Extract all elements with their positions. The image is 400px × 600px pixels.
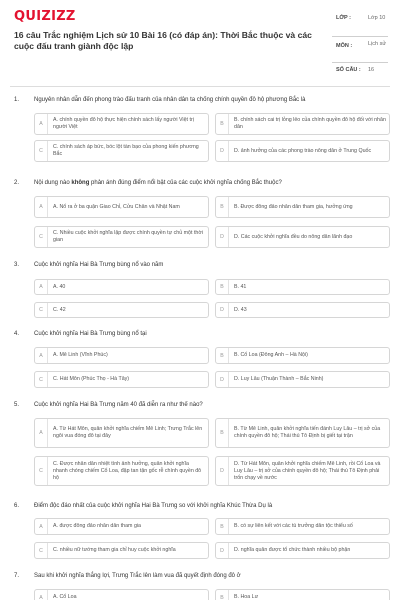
option-letter: A xyxy=(35,519,48,534)
option-letter: C xyxy=(35,141,48,161)
option-letter: B xyxy=(216,114,229,134)
answer-option-b[interactable] xyxy=(215,518,390,535)
option-text: C. Nhiều cuộc khởi nghĩa lập được chính quyền tự chủ một thời gian xyxy=(53,230,204,243)
option-text: C. nhiều nữ tướng tham gia chỉ huy cuộc khởi nghĩa xyxy=(53,547,176,553)
option-letter: A xyxy=(35,590,48,600)
option-text: B. 41 xyxy=(234,283,247,290)
answer-option-a[interactable] xyxy=(34,347,209,364)
answer-option-b[interactable] xyxy=(215,279,390,295)
meta-subject-label: MÔN : xyxy=(336,43,353,49)
answer-option-c[interactable] xyxy=(34,302,209,318)
answer-option-d[interactable] xyxy=(215,542,390,559)
worksheet-title: 16 câu Trắc nghiệm Lịch sử 10 Bài 16 (có đáp án): Thời Bắc thuộc và các cuộc đấu tranh giành độc lập xyxy=(14,30,312,51)
question-text: Cuộc khởi nghĩa Hai Bà Trưng bùng nổ tại xyxy=(34,331,147,337)
answer-option-a[interactable] xyxy=(34,279,209,295)
answer-option-a[interactable] xyxy=(34,113,209,135)
option-letter: B xyxy=(216,197,229,217)
option-letter: A xyxy=(35,114,48,134)
option-letter: A xyxy=(35,348,48,363)
option-text: B. chính sách cai trị lỏng lẻo của chính quyền đô hộ đối với nhân dân xyxy=(234,117,386,130)
option-text: B. Cổ Loa (Đông Anh – Hà Nội) xyxy=(234,352,308,358)
question-text-start: Nội dung nào xyxy=(34,180,72,186)
answer-option-a[interactable] xyxy=(34,418,209,448)
option-letter: C xyxy=(35,227,48,247)
option-text: A. Nổ ra ở ba quận Giao Chỉ, Cửu Chân và Nhật Nam xyxy=(53,203,180,210)
option-text: C. chính sách áp bức, bóc lột tàn bạo của phong kiến phương Bắc xyxy=(53,144,199,157)
option-text: B. Từ Mê Linh, quân khởi nghĩa tiến đánh Luy Lâu – trị sở của chính quyền đô hộ; Thái thú Tô Định bị giết tại trận xyxy=(234,426,381,439)
option-text: B. có sự liên kết với các tù trưởng dân tộc thiểu số xyxy=(234,523,353,529)
answer-option-a[interactable] xyxy=(34,589,209,600)
question-number: 6. xyxy=(14,503,20,509)
question-number: 7. xyxy=(14,573,20,579)
option-text: D. ảnh hưởng của các phong trào nông dân ở Trung Quốc xyxy=(234,147,372,154)
answer-option-d[interactable] xyxy=(215,302,390,318)
answer-option-d[interactable] xyxy=(215,226,390,248)
option-text: C. Được nhân dân nhiệt tình ảnh hưởng, quân khởi nghĩa nhanh chóng chiếm Cổ Loa, đập tan tận gốc rễ chính quyền đô hộ xyxy=(53,460,202,481)
option-text: A. được đông đảo nhân dân tham gia xyxy=(53,523,142,529)
option-letter: D xyxy=(216,372,229,387)
option-letter: D xyxy=(216,457,229,485)
answer-option-c[interactable] xyxy=(34,140,209,162)
question-text: Sau khi khởi nghĩa thắng lợi, Trưng Trắc lên làm vua đã quyết định đóng đô ở xyxy=(34,573,241,579)
option-text: D. 43 xyxy=(234,306,247,313)
question-number: 2. xyxy=(14,180,20,186)
question-number: 3. xyxy=(14,262,20,268)
option-text: A. Từ Hát Môn, quân khởi nghĩa chiếm Mê Linh; Trưng Trắc lên ngôi vua đóng đô tại đây xyxy=(53,426,203,439)
answer-option-b[interactable] xyxy=(215,196,390,218)
answer-option-d[interactable] xyxy=(215,456,390,486)
option-letter: B xyxy=(216,519,229,534)
option-text: B. Được đông đảo nhân dân tham gia, hưởng ứng xyxy=(234,203,353,210)
option-letter: C xyxy=(35,372,48,387)
answer-option-b[interactable] xyxy=(215,113,390,135)
option-letter: D xyxy=(216,141,229,161)
answer-option-b[interactable] xyxy=(215,589,390,600)
answer-option-b[interactable] xyxy=(215,347,390,364)
answer-option-b[interactable] xyxy=(215,418,390,448)
question-text xyxy=(34,180,384,186)
option-text: D. Các cuộc khởi nghĩa đều do nông dân lãnh đạo xyxy=(234,233,353,240)
option-text: A. Mê Linh (Vĩnh Phúc) xyxy=(53,352,108,358)
option-letter: D xyxy=(216,543,229,558)
option-text: B. Hoa Lư xyxy=(234,594,259,600)
answer-option-d[interactable] xyxy=(215,371,390,388)
option-letter: A xyxy=(35,280,48,294)
option-text: C. 42 xyxy=(53,306,66,313)
question-text-end: phản ánh đúng điểm nổi bật của các cuộc khởi nghĩa chống Bắc thuộc? xyxy=(89,180,282,186)
question-text: Nguyên nhân dẫn đến phong trào đấu tranh của nhân dân ta chống chính quyền đô hộ phương Bắc là xyxy=(34,97,306,103)
option-text: D. Từ Hát Môn, quân khởi nghĩa chiếm Mê Linh, rồi Cổ Loa và Luy Lâu – trị sở của chính quyền đô hộ; Thái thú Tô Định phải trốn chạy về nước xyxy=(234,460,381,481)
answer-option-d[interactable] xyxy=(215,140,390,162)
answer-option-a[interactable] xyxy=(34,196,209,218)
meta-subject-value: Lịch sử xyxy=(368,41,387,47)
meta-divider xyxy=(332,36,388,37)
option-text: C. Hát Môn (Phúc Thọ - Hà Tây) xyxy=(53,376,130,382)
option-letter: B xyxy=(216,348,229,363)
answer-option-c[interactable] xyxy=(34,456,209,486)
question-text: Cuộc khởi nghĩa Hai Bà Trưng năm 40 đã diễn ra như thế nào? xyxy=(34,402,203,408)
option-text: A. Cổ Loa xyxy=(53,594,77,600)
option-letter: B xyxy=(216,419,229,447)
option-letter: D xyxy=(216,303,229,317)
option-text: A. 40 xyxy=(53,283,66,290)
answer-option-c[interactable] xyxy=(34,542,209,559)
option-letter: C xyxy=(35,457,48,485)
option-text: A. chính quyền đô hộ thực hiện chính sách lấy người Việt trị người Việt xyxy=(53,117,194,130)
answer-option-a[interactable] xyxy=(34,518,209,535)
worksheet-header xyxy=(0,0,400,82)
option-text: D. nghĩa quân được tổ chức thành nhiều bộ phận xyxy=(234,547,351,553)
question-text: Điểm độc đáo nhất của cuộc khởi nghĩa Hai Bà Trưng so với khởi nghĩa Khúc Thừa Dụ là xyxy=(34,503,273,509)
option-letter: B xyxy=(216,280,229,294)
option-letter: A xyxy=(35,419,48,447)
answer-option-c[interactable] xyxy=(34,226,209,248)
option-letter: A xyxy=(35,197,48,217)
question-number: 4. xyxy=(14,331,20,337)
meta-divider xyxy=(332,62,388,63)
question-emphasis: không xyxy=(71,180,90,186)
question-number: 1. xyxy=(14,97,20,103)
meta-count-value: 16 xyxy=(368,67,375,73)
question-text: Cuộc khởi nghĩa Hai Bà Trưng bùng nổ vào năm xyxy=(34,262,164,268)
meta-count-label: SỐ CÂU : xyxy=(336,67,361,73)
option-letter: C xyxy=(35,303,48,317)
meta-grade-label: LỚP : xyxy=(336,15,351,21)
question-number: 5. xyxy=(14,402,20,408)
meta-grade-value: Lớp 10 xyxy=(368,15,386,21)
header-divider xyxy=(10,86,390,87)
option-letter: C xyxy=(35,543,48,558)
option-letter: D xyxy=(216,227,229,247)
answer-option-c[interactable] xyxy=(34,371,209,388)
quizizz-logo[interactable]: QUIZIZZ xyxy=(14,9,76,24)
option-letter: B xyxy=(216,590,229,600)
option-text: D. Luy Lâu (Thuận Thành – Bắc Ninh) xyxy=(234,376,324,382)
